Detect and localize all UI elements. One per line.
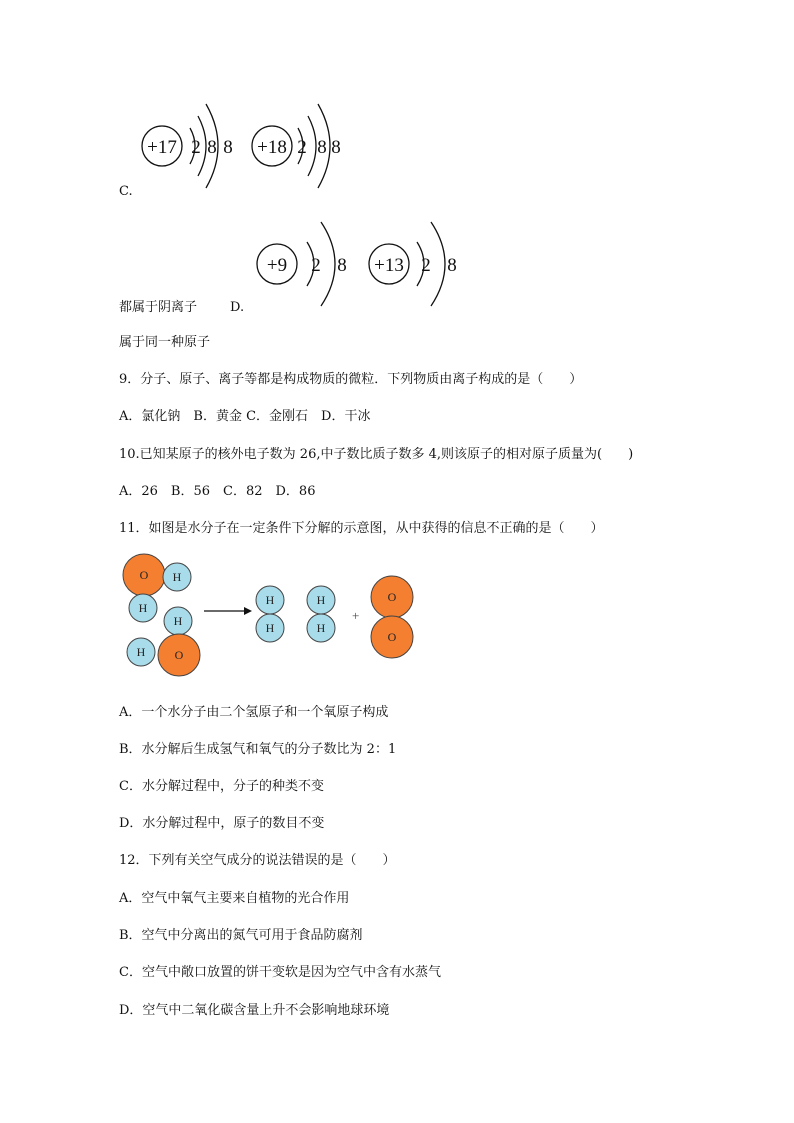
shell-electron-count: 8	[331, 137, 341, 158]
option-d-text: 属于同一种原子	[119, 335, 211, 350]
question-11-option-c: C．水分解过程中，分子的种类不变	[119, 779, 324, 794]
oxygen-atom-label: O	[387, 630, 397, 644]
atom-diagrams-row1	[138, 98, 358, 194]
water-molecule	[129, 594, 192, 635]
question-11-option-b: B．水分解后生成氢气和氧气的分子数比为 2：1	[119, 742, 397, 757]
reaction-arrow-icon	[204, 607, 252, 615]
water-molecule	[127, 634, 200, 676]
nucleus-charge: +18	[257, 137, 287, 158]
shell-electron-count: 8	[207, 137, 217, 158]
shell-electron-count: 2	[421, 255, 431, 276]
question-12-option-a: A．空气中氧气主要来自植物的光合作用	[119, 891, 350, 906]
atom-structure-ar	[252, 104, 341, 188]
nucleus-charge: +13	[374, 255, 404, 276]
atom-structure-al	[369, 222, 457, 306]
shell-electron-count: 8	[447, 255, 457, 276]
question-10-options: A．26 B．56 C．82 D．86	[119, 484, 316, 499]
shell-electron-count: 2	[311, 255, 321, 276]
shell-electron-count: 8	[317, 137, 327, 158]
oxygen-atom-label: O	[174, 648, 184, 662]
hydrogen-atom-label: H	[316, 621, 326, 635]
atom-structure-f	[257, 222, 347, 306]
plus-sign: +	[352, 608, 360, 623]
hydrogen-atom-label: H	[173, 614, 183, 628]
question-11-option-d: D．水分解过程中，原子的数目不变	[119, 816, 325, 831]
water-molecule	[123, 554, 191, 596]
atom-diagrams-row2	[253, 214, 473, 314]
option-c-label: C.	[119, 184, 133, 199]
hydrogen-atom-label: H	[138, 601, 148, 615]
question-10-stem: 10.已知某原子的核外电子数为 26,中子数比质子数多 4,则该原子的相对原子质量为( )	[119, 447, 634, 462]
hydrogen-atom-label: H	[316, 593, 326, 607]
nucleus-charge: +17	[147, 137, 177, 158]
question-12-stem: 12．下列有关空气成分的说法错误的是（ ）	[119, 853, 396, 868]
option-d-label: D.	[230, 300, 245, 315]
oxygen-molecule	[371, 576, 413, 658]
atom-structure-cl	[142, 104, 233, 188]
hydrogen-atom-label: H	[265, 621, 275, 635]
shell-electron-count: 2	[297, 137, 307, 158]
question-12-option-c: C．空气中敞口放置的饼干变软是因为空气中含有水蒸气	[119, 965, 441, 980]
question-11-stem: 11．如图是水分子在一定条件下分解的示意图，从中获得的信息不正确的是（ ）	[119, 521, 604, 536]
shell-electron-count: 8	[223, 137, 233, 158]
question-9-options: A．氯化钠 B．黄金 C．金刚石 D．干冰	[119, 409, 371, 424]
oxygen-atom-label: O	[139, 568, 149, 582]
nucleus-charge: +9	[266, 255, 288, 276]
question-12-option-b: B．空气中分离出的氮气可用于食品防腐剂	[119, 928, 363, 943]
shell-electron-count: 2	[191, 137, 201, 158]
hydrogen-molecule	[307, 586, 335, 642]
water-decomposition-diagram	[118, 550, 428, 680]
question-12-option-d: D．空气中二氧化碳含量上升不会影响地球环境	[119, 1003, 390, 1018]
question-11-option-a: A．一个水分子由二个氢原子和一个氧原子构成	[119, 705, 389, 720]
shell-electron-count: 8	[337, 255, 347, 276]
oxygen-atom-label: O	[387, 590, 397, 604]
hydrogen-molecule	[256, 586, 284, 642]
hydrogen-atom-label: H	[265, 593, 275, 607]
hydrogen-atom-label: H	[136, 645, 146, 659]
option-c-text: 都属于阴离子	[119, 300, 198, 315]
hydrogen-atom-label: H	[172, 570, 182, 584]
question-9-stem: 9．分子、原子、离子等都是构成物质的微粒．下列物质由离子构成的是（ ）	[119, 372, 583, 387]
